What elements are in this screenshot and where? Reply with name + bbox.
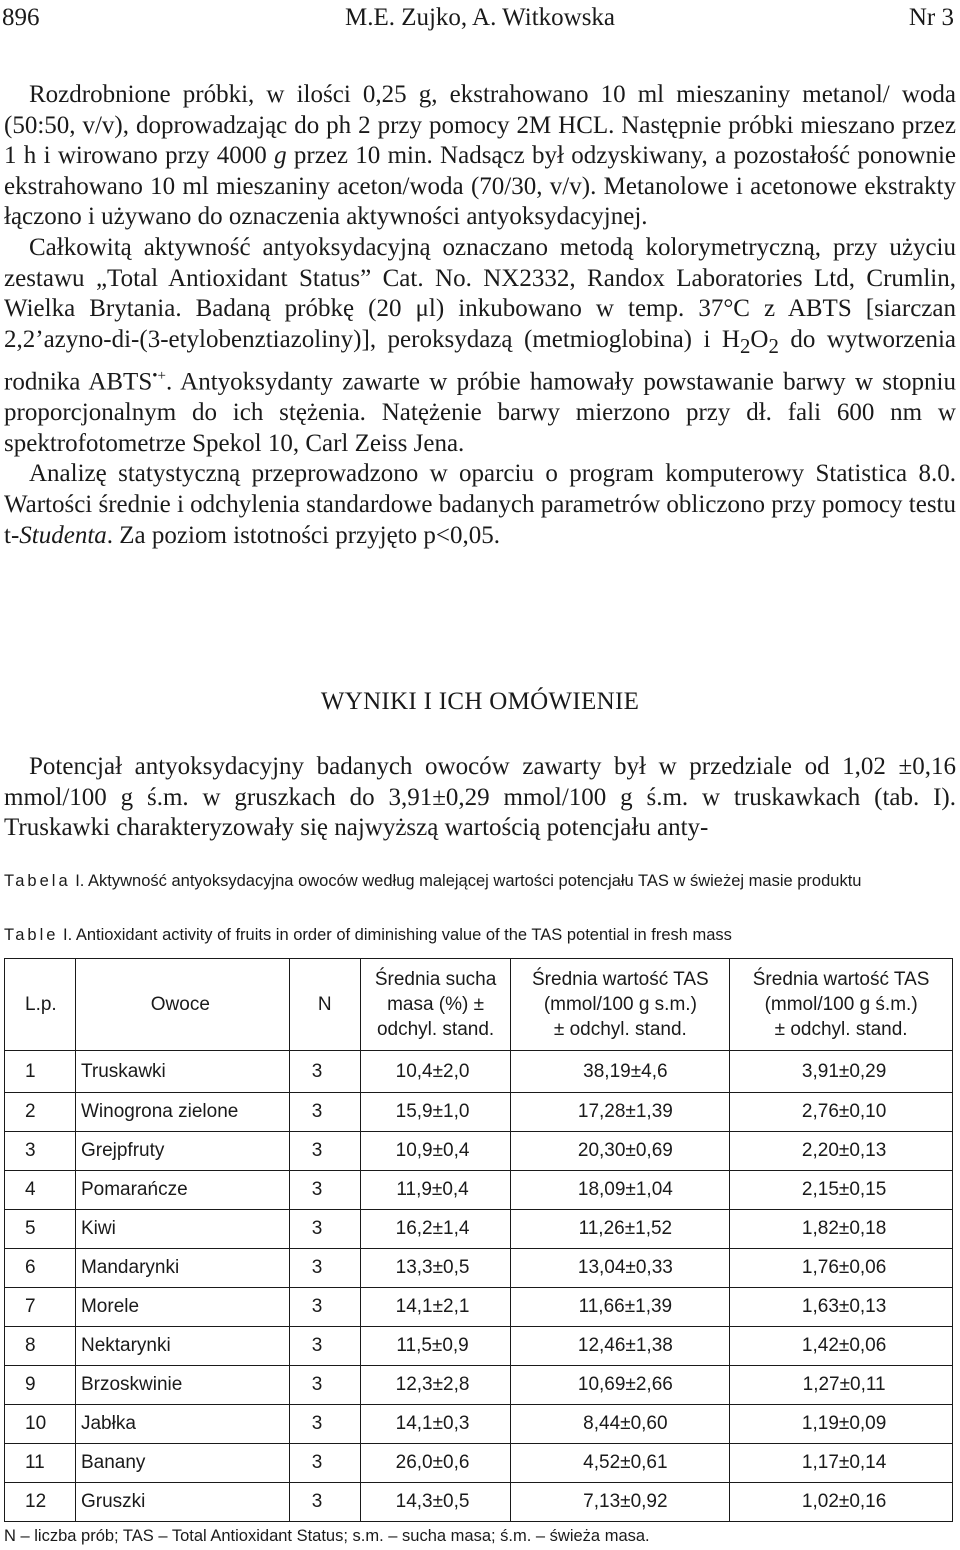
- table-row: [5, 1327, 953, 1366]
- cell-n: 3: [289, 1288, 360, 1327]
- cell-tas-fresh-mass: 1,19±0,09: [730, 1405, 953, 1444]
- caption-text: I. Aktywność antyoksydacyjna owoców według malejącej wartości potencjału TAS w świeżej masie produktu: [70, 872, 862, 890]
- page-number: 896: [2, 4, 40, 31]
- cell-tas-dry-mass: 11,66±1,39: [511, 1288, 730, 1327]
- cell-fruit-name: Nektarynki: [75, 1327, 289, 1366]
- cell-tas-dry-mass: 12,46±1,38: [511, 1327, 730, 1366]
- methods-paragraph-extraction: [4, 80, 956, 233]
- cell-tas-dry-mass: 20,30±0,69: [511, 1132, 730, 1171]
- cell-lp: 1: [5, 1051, 76, 1093]
- text-run: Całkowitą aktywność antyoksydacyjną oznaczano metodą kolorymetryczną, przy użyciu zestawu „Total Antioxidant Status” Cat. No. NX2332, Randox Laboratories Ltd, Crumlin, Wielka Brytania. Badaną próbkę (20 μl) inkubowano w temp. 37°C z ABTS [siarczan 2,2’azyno-di-(3-etylobenztiazoliny)], peroksydazą (metmioglobina) i H: [4, 233, 956, 353]
- cell-n: 3: [289, 1327, 360, 1366]
- cell-tas-fresh-mass: 1,76±0,06: [730, 1249, 953, 1288]
- text-run: Rozdrobnione próbki, w ilości 0,25 g, ekstrahowano 10 ml mieszaniny metanol/ woda (50:50, v/v), doprowadzając do ph 2 przy pomocy 2M HCL. Następnie próbki mieszano przez 1 h i wirowano przy 4000: [4, 81, 956, 170]
- table-row: [5, 1405, 953, 1444]
- cell-fruit-name: Banany: [75, 1444, 289, 1483]
- cell-tas-fresh-mass: 3,91±0,29: [730, 1051, 953, 1093]
- running-header: [0, 0, 960, 34]
- caption-label: Table: [4, 926, 59, 944]
- cell-fruit-name: Brzoskwinie: [75, 1366, 289, 1405]
- cell-dry-mass: 13,3±0,5: [360, 1249, 511, 1288]
- table-body: [5, 1051, 953, 1522]
- cell-tas-dry-mass: 7,13±0,92: [511, 1483, 730, 1522]
- authors: M.E. Zujko, A. Witkowska: [344, 4, 616, 31]
- cell-tas-fresh-mass: 1,02±0,16: [730, 1483, 953, 1522]
- issue-number: Nr 3: [908, 4, 954, 31]
- cell-tas-fresh-mass: 2,76±0,10: [730, 1093, 953, 1132]
- cell-n: 3: [289, 1483, 360, 1522]
- cell-tas-fresh-mass: 1,27±0,11: [730, 1366, 953, 1405]
- table-caption-polish: [4, 871, 954, 892]
- cell-lp: 11: [5, 1444, 76, 1483]
- results-paragraph: Potencjał antyoksydacyjny badanych owoców zawarty był w przedziale od 1,02 ±0,16 mmol/100 g ś.m. w gruszkach do 3,91±0,29 mmol/100 g ś.m. w truskawkach (tab. I). Truskawki charakteryzowały się najwyższą wartością potencjału anty-: [4, 753, 956, 842]
- cell-fruit-name: Gruszki: [75, 1483, 289, 1522]
- cell-n: 3: [289, 1132, 360, 1171]
- cell-tas-fresh-mass: 2,15±0,15: [730, 1171, 953, 1210]
- cell-fruit-name: Truskawki: [75, 1051, 289, 1093]
- cell-dry-mass: 10,9±0,4: [360, 1132, 511, 1171]
- cell-tas-dry-mass: 8,44±0,60: [511, 1405, 730, 1444]
- cell-tas-dry-mass: 4,52±0,61: [511, 1444, 730, 1483]
- methods-paragraph-tas-assay: [4, 233, 956, 459]
- cell-dry-mass: 14,1±2,1: [360, 1288, 511, 1327]
- text-run: O: [750, 325, 769, 353]
- methods-paragraph-statistics: [4, 459, 956, 551]
- cell-dry-mass: 11,5±0,9: [360, 1327, 511, 1366]
- cell-fruit-name: Mandarynki: [75, 1249, 289, 1288]
- cell-lp: 4: [5, 1171, 76, 1210]
- section-title: WYNIKI I ICH OMÓWIENIE: [320, 688, 640, 715]
- table-header-row: [5, 959, 953, 1051]
- header-line: Średnia wartość TAS: [532, 969, 709, 990]
- cell-tas-dry-mass: 13,04±0,33: [511, 1249, 730, 1288]
- italic-studenta: Studenta: [19, 521, 107, 549]
- cell-n: 3: [289, 1249, 360, 1288]
- table-row: [5, 1483, 953, 1522]
- subscript: 2: [768, 333, 779, 358]
- header-line: ± odchyl. stand.: [553, 1019, 687, 1040]
- cell-lp: 5: [5, 1210, 76, 1249]
- cell-fruit-name: Pomarańcze: [75, 1171, 289, 1210]
- caption-label: Tabela: [4, 872, 71, 890]
- cell-n: 3: [289, 1051, 360, 1093]
- header-fruit: Owoce: [75, 959, 289, 1051]
- cell-n: 3: [289, 1444, 360, 1483]
- header-line: Średnia wartość TAS: [752, 969, 930, 990]
- cell-tas-fresh-mass: 2,20±0,13: [730, 1132, 953, 1171]
- superscript: •+: [152, 368, 166, 385]
- header-line: odchyl. stand.: [376, 1019, 495, 1040]
- header-lp: L.p.: [5, 959, 76, 1051]
- table-row: [5, 1132, 953, 1171]
- header-tas-fresh-mass: [730, 959, 953, 1051]
- table-row: [5, 1093, 953, 1132]
- header-line: Średnia sucha: [374, 969, 497, 990]
- cell-n: 3: [289, 1093, 360, 1132]
- cell-dry-mass: 11,9±0,4: [360, 1171, 511, 1210]
- text-run: . Antyoksydanty zawarte w próbie hamowały powstawanie barwy w stopniu proporcjonalnym do ich stężenia. Natężenie barwy mierzono przy dł. fali 600 nm w spektrofotometrze Spekol 10, Carl Zeiss Jena.: [4, 368, 956, 457]
- cell-fruit-name: Kiwi: [75, 1210, 289, 1249]
- cell-lp: 12: [5, 1483, 76, 1522]
- cell-lp: 8: [5, 1327, 76, 1366]
- cell-n: 3: [289, 1210, 360, 1249]
- table-row: [5, 1171, 953, 1210]
- header-line: masa (%) ±: [387, 994, 485, 1015]
- text-run: do wytworzenia rodnika ABTS: [4, 325, 956, 396]
- header-line: (mmol/100 g ś.m.): [764, 994, 918, 1015]
- cell-n: 3: [289, 1366, 360, 1405]
- cell-dry-mass: 14,3±0,5: [360, 1483, 511, 1522]
- methods-section: [4, 80, 956, 551]
- cell-dry-mass: 16,2±1,4: [360, 1210, 511, 1249]
- cell-lp: 6: [5, 1249, 76, 1288]
- cell-tas-fresh-mass: 1,42±0,06: [730, 1327, 953, 1366]
- cell-tas-dry-mass: 10,69±2,66: [511, 1366, 730, 1405]
- cell-fruit-name: Morele: [75, 1288, 289, 1327]
- cell-n: 3: [289, 1171, 360, 1210]
- cell-dry-mass: 12,3±2,8: [360, 1366, 511, 1405]
- cell-tas-dry-mass: 11,26±1,52: [511, 1210, 730, 1249]
- text-run: przez 10 min. Nadsącz był odzyskiwany, a pozostałość ponownie ekstrahowano 10 ml mieszaniny aceton/woda (70/30, v/v). Metanolowe i acetonowe ekstrakty łączono i używano do oznaczenia aktywności antyoksydacyjnej.: [4, 142, 957, 231]
- header-n: N: [289, 959, 360, 1051]
- cell-fruit-name: Jabłka: [75, 1405, 289, 1444]
- header-line: (mmol/100 g s.m.): [543, 994, 697, 1015]
- table-footnote: N – liczba prób; TAS – Total Antioxidant Status; s.m. – sucha masa; ś.m. – świeża masa.: [4, 1527, 650, 1545]
- cell-tas-fresh-mass: 1,17±0,14: [730, 1444, 953, 1483]
- caption-text: I. Antioxidant activity of fruits in order of diminishing value of the TAS potential in fresh mass: [58, 926, 732, 944]
- cell-lp: 2: [5, 1093, 76, 1132]
- text-run: Analizę statystyczną przeprowadzono w oparciu o program komputerowy Statistica 8.0. Wartości średnie i odchylenia standardowe badanych parametrów obliczono przy pomocy testu t-: [4, 460, 956, 549]
- cell-tas-dry-mass: 18,09±1,04: [511, 1171, 730, 1210]
- table-caption-english: [4, 925, 954, 946]
- cell-dry-mass: 14,1±0,3: [360, 1405, 511, 1444]
- table-row: [5, 1210, 953, 1249]
- cell-lp: 9: [5, 1366, 76, 1405]
- cell-n: 3: [289, 1405, 360, 1444]
- cell-tas-fresh-mass: 1,82±0,18: [730, 1210, 953, 1249]
- header-dry-mass: [360, 959, 511, 1051]
- header-line: ± odchyl. stand.: [774, 1019, 908, 1040]
- cell-lp: 10: [5, 1405, 76, 1444]
- cell-lp: 3: [5, 1132, 76, 1171]
- cell-dry-mass: 10,4±2,0: [360, 1051, 511, 1093]
- cell-tas-dry-mass: 38,19±4,6: [511, 1051, 730, 1093]
- header-tas-dry-mass: [511, 959, 730, 1051]
- cell-fruit-name: Grejpfruty: [75, 1132, 289, 1171]
- results-section: [4, 752, 956, 844]
- cell-lp: 7: [5, 1288, 76, 1327]
- cell-dry-mass: 15,9±1,0: [360, 1093, 511, 1132]
- cell-tas-fresh-mass: 1,63±0,13: [730, 1288, 953, 1327]
- cell-fruit-name: Winogrona zielone: [75, 1093, 289, 1132]
- cell-tas-dry-mass: 17,28±1,39: [511, 1093, 730, 1132]
- italic-g: g: [274, 142, 287, 170]
- cell-dry-mass: 26,0±0,6: [360, 1444, 511, 1483]
- table-row: [5, 1366, 953, 1405]
- table-row: [5, 1444, 953, 1483]
- text-run: . Za poziom istotności przyjęto p<0,05.: [106, 521, 500, 549]
- subscript: 2: [740, 333, 751, 358]
- table-row: [5, 1051, 953, 1093]
- table-row: [5, 1288, 953, 1327]
- antioxidant-table: [4, 958, 953, 1522]
- table-row: [5, 1249, 953, 1288]
